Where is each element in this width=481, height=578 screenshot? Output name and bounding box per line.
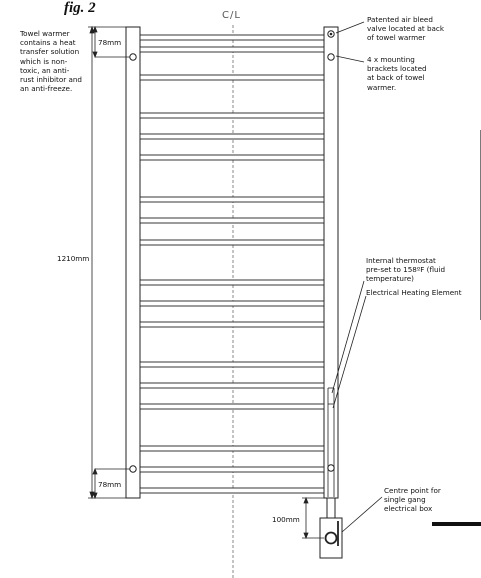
towel-bar <box>140 47 324 52</box>
left-rail <box>126 27 140 498</box>
mounting-bracket-bottom-left <box>130 466 136 472</box>
towel-bar <box>140 488 324 493</box>
towel-bar <box>140 197 324 202</box>
towel-bar <box>140 404 324 409</box>
towel-bar <box>140 134 324 139</box>
scale-bar <box>432 522 481 526</box>
brackets-note: 4 x mounting brackets located at back of towel warmer. <box>367 55 427 92</box>
towel-bar <box>140 155 324 160</box>
top-offset-dimension: 78mm <box>98 38 122 47</box>
thermostat-note: Internal thermostat pre-set to 158ºF (fluid temperature) <box>366 256 446 284</box>
towel-bar <box>140 35 324 40</box>
towel-bar <box>140 75 324 80</box>
box-offset-dimension: 100mm <box>272 515 300 524</box>
mounting-bracket-top-left <box>130 54 136 60</box>
air-bleed-note: Patented air bleed valve located at back of towel warmer <box>367 15 445 43</box>
overall-height-dimension: 1210mm <box>57 254 90 263</box>
towel-bar <box>140 301 324 306</box>
centerline-label: C/L <box>222 10 241 21</box>
towel-bar <box>140 467 324 472</box>
fluid-note: Towel warmer contains a heat transfer solution which is non- toxic, an anti- rust inhibitor and an anti-freeze. <box>20 29 82 94</box>
towel-bar <box>140 280 324 285</box>
towel-bar <box>140 383 324 388</box>
heating-element-note: Electrical Heating Element <box>366 288 462 297</box>
towel-bars <box>140 35 324 493</box>
figure-label: fig. 2 <box>64 0 96 16</box>
mounting-bracket-top-right <box>328 54 334 60</box>
right-rail <box>324 27 338 498</box>
towel-bar <box>140 362 324 367</box>
towel-bar <box>140 322 324 327</box>
towel-bar <box>140 218 324 223</box>
towel-bar <box>140 240 324 245</box>
mounting-bracket-bottom-right <box>328 465 334 471</box>
towel-bar <box>140 113 324 118</box>
cable-stem <box>327 498 335 518</box>
bottom-offset-dimension: 78mm <box>98 480 122 489</box>
towel-bar <box>140 446 324 451</box>
centre-point-note: Centre point for single gang electrical box <box>384 486 441 514</box>
